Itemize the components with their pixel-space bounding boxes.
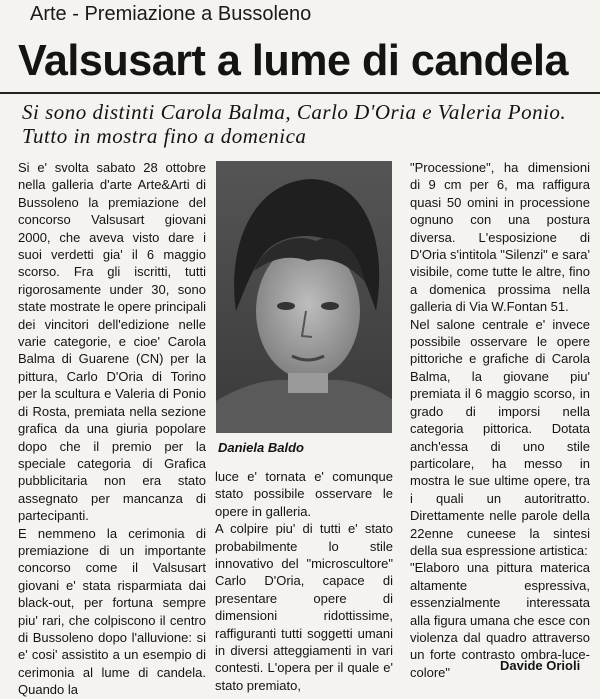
portrait-illustration	[216, 161, 392, 433]
deck: Si sono distinti Carola Balma, Carlo D'Oria e Valeria Ponio. Tutto in mostra fino a domenica	[22, 100, 567, 148]
author-signature: Davide Orioli	[500, 658, 581, 673]
headline: Valsusart a lume di candela	[18, 36, 568, 85]
paragraph: luce e' tornata e' comunque stato possibile osservare le opere in galleria.	[215, 469, 393, 519]
article-column-3	[410, 159, 590, 681]
paragraph: Nel salone centrale e' invece possibile osservare le opere pittoriche e grafiche di Carola Balma, la giovane piu' premiata il 6 maggio scorso, in grado di imporsi nella categoria pittorica. Dotata anch'essa di uno stile particolare, ha messo in mostra le sue ultime opere, tra i quali un autoritratto. Direttamente nelle parole della 22enne cuneese la sintesi della sua espressione artistica:	[410, 316, 590, 558]
headline-rule	[0, 92, 600, 94]
article-column-1	[18, 159, 206, 699]
paragraph: E nemmeno la cerimonia di premiazione di un importante concorso come il Valsusart giovani e' stata risparmiata dai black-out, per fortuna sempre piu' rari, che colpiscono il centro di Bussoleno dopo l'alluvione: si e' cosi' assistito a un esempio di cerimonia al lume di candela. Quando la	[18, 525, 206, 698]
photo-caption: Daniela Baldo	[218, 440, 304, 455]
paragraph: Si e' svolta sabato 28 ottobre nella galleria d'arte Arte&Arti di Bussoleno la premiazione del concorso Valsusart giovani 2000, che aveva visto dare i suoi verdetti gia' il 6 maggio scorso. Fra gli iscritti, tutti rigorosamente under 30, sono state mostrate le opere principali dei vincitori dell'edizione nelle varie categorie, e cioe' Carola Balma di Guarene (CN) per la pittura, Carlo D'Oria di Torino per la scultura e Valeria di Ponio di Rosta, premiata nella sezione grafica da una giuria popolare dopo che il premio per la speciale categoria di Grafica pubblicitaria non era stato assegnato per mancanza di partecipanti.	[18, 160, 206, 524]
paragraph: "Elaboro una pittura materica altamente espressiva, essenzialmente interessata alla figura umana che esce con violenza dal quadro attraverso un forte contrasto ombra-luce-colore"	[410, 560, 590, 680]
paragraph: A colpire piu' di tutti e' stato probabilmente lo stile innovativo del "microscultore" Carlo D'Oria, capace di presentare opere di dimensioni ridottissime, raffiguranti tutti soggetti umani in diversi atteggiamenti in vari contesti. L'opera per il quale e' stato premiato,	[215, 521, 393, 693]
portrait-photo	[216, 161, 392, 433]
article-column-2	[215, 468, 393, 694]
paragraph: "Processione", ha dimensioni di 9 cm per 6, ma raffigura quasi 50 omini in processione ognuno con una postura diversa. L'esposizione di D'Oria s'intitola "Silenzi" e sara' visibile, come tutte le altre, fino a domenica prossima nella galleria di Via W.Fontan 51.	[410, 160, 590, 315]
kicker: Arte - Premiazione a Bussoleno	[30, 3, 312, 25]
